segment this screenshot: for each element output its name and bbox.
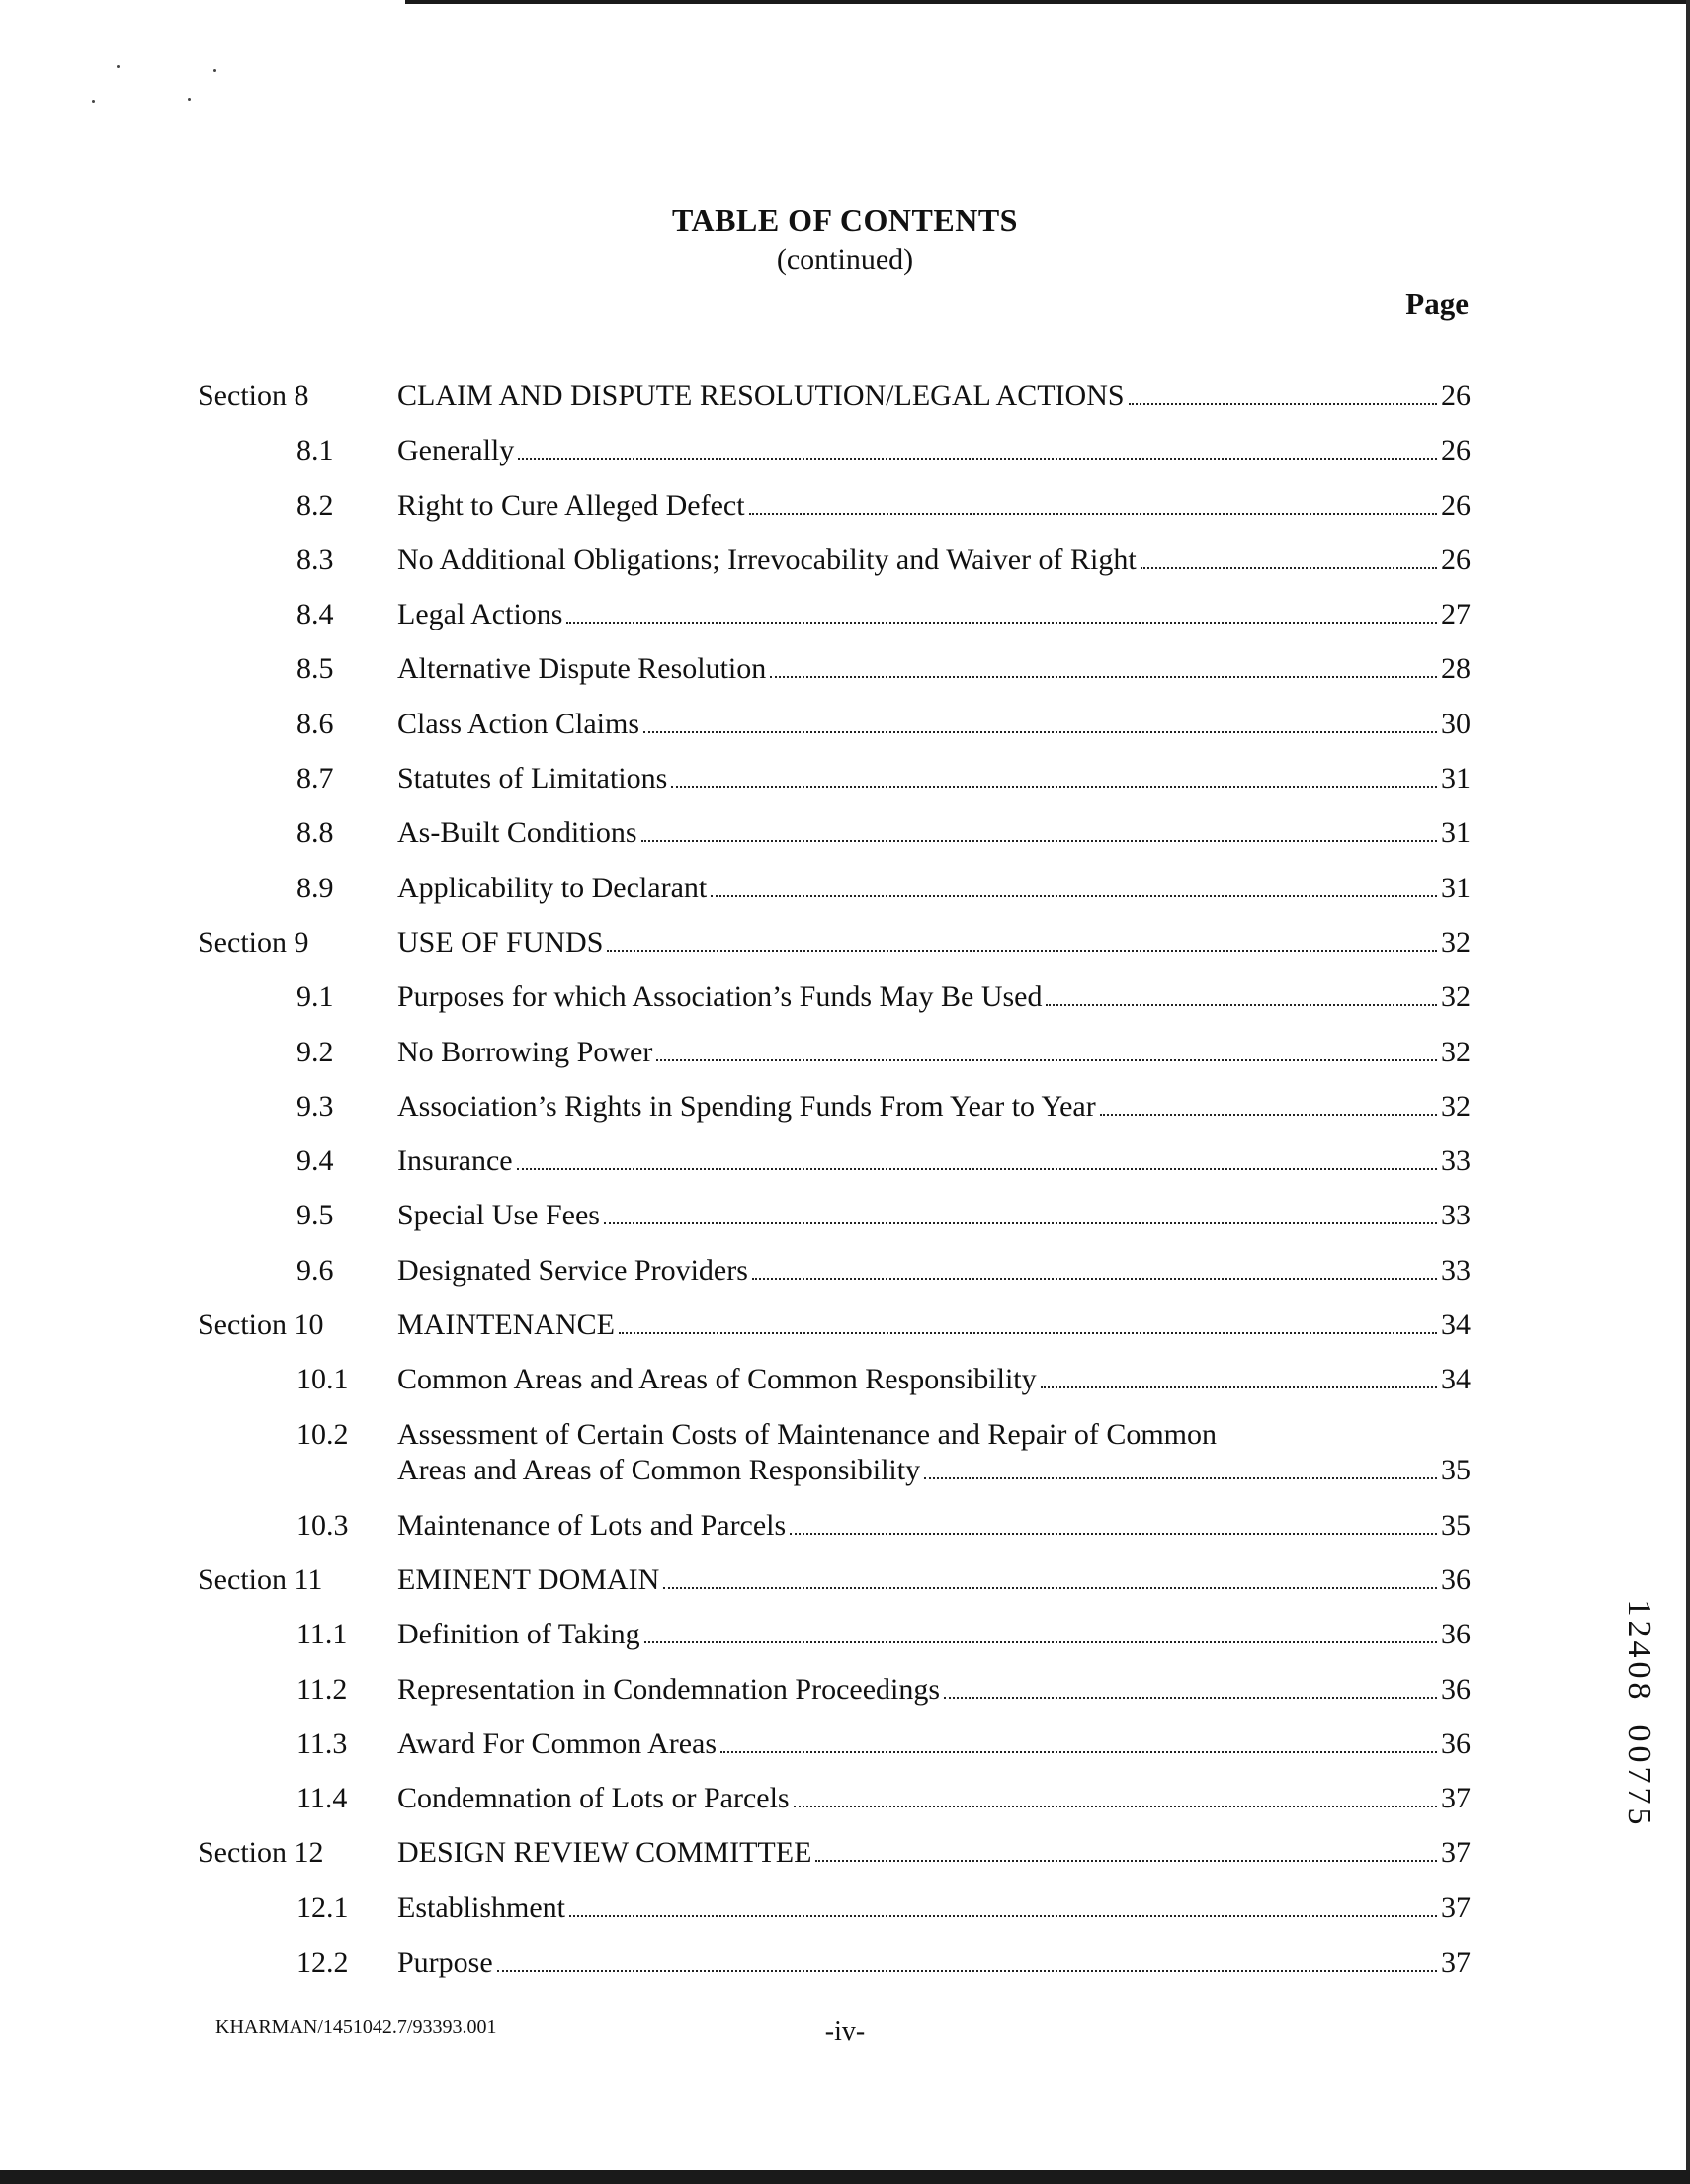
toc-entry-page: 28 [1441,652,1471,686]
margin-stamp-digit: 8 [1621,1682,1657,1700]
toc-entry [0,1945,1690,1999]
dot-leader [517,1168,1437,1170]
toc-entry-title-line: Assessment of Certain Costs of Maintenance and Repair of Common [397,1417,1218,1451]
scan-edge-top [405,0,1690,4]
toc-entry-page: 31 [1441,816,1471,850]
dot-leader [656,1059,1437,1061]
toc-entry-page: 36 [1441,1618,1471,1651]
toc-entry [0,1617,1690,1671]
toc-entry-title: Condemnation of Lots or Parcels [397,1782,790,1815]
toc-entry-page: 36 [1441,1726,1471,1760]
subsection-number: 9.2 [296,1035,334,1068]
toc-entry-title: USE OF FUNDS [397,925,604,959]
subsection-number: 8.1 [296,434,334,467]
dot-leader [1141,567,1437,569]
toc-entry [0,433,1690,487]
toc-entry [0,1143,1690,1198]
dot-leader [497,1970,1437,1972]
toc-entry-title: No Borrowing Power [397,1035,653,1068]
toc-entry-title: Award For Common Areas [397,1726,718,1760]
dot-leader [720,1751,1437,1753]
dot-leader [1100,1114,1437,1116]
toc-entry [0,1362,1690,1416]
toc-entry [0,707,1690,761]
toc-entry-page: 37 [1441,1782,1471,1815]
subsection-number: 10.1 [296,1363,349,1396]
toc-entry-page: 27 [1441,598,1471,631]
toc-entry [0,1198,1690,1252]
toc-entry-page: 30 [1441,707,1471,740]
section-number: Section 9 [198,925,309,959]
toc-entry [0,979,1690,1034]
subsection-number: 8.2 [296,488,334,522]
section-number: Section 12 [198,1836,324,1870]
toc-entry-page: 33 [1441,1253,1471,1287]
section-number: Section 10 [198,1308,324,1342]
subsection-number: 9.1 [296,980,334,1014]
toc-entry-page: 32 [1441,1089,1471,1123]
subsection-number: 8.9 [296,871,334,904]
toc-entry-page: 37 [1441,1890,1471,1924]
toc-entry [0,1508,1690,1562]
dot-leader [663,1587,1437,1589]
subsection-number: 9.5 [296,1199,334,1232]
toc-entry-page: 32 [1441,925,1471,959]
toc-entry [0,925,1690,979]
dot-leader [566,622,1437,624]
toc-entry-title: Special Use Fees [397,1199,600,1232]
subsection-number: 12.2 [296,1946,349,1979]
toc-entry-title: Generally [397,434,515,467]
toc-entry-page: 36 [1441,1672,1471,1706]
toc-entry [0,543,1690,597]
toc-entry-title: Purpose [397,1946,493,1979]
dot-leader [770,676,1437,678]
margin-stamp-digit: 1 [1621,1599,1657,1617]
scan-speck [117,65,120,68]
subsection-number: 8.5 [296,652,334,686]
toc-entry-title: Legal Actions [397,598,563,631]
dot-leader [569,1915,1437,1917]
toc-entry-page: 32 [1441,1035,1471,1068]
dot-leader [794,1806,1437,1807]
dot-leader [644,1641,1437,1643]
document-title: TABLE OF CONTENTS [672,203,1018,238]
subsection-number: 11.4 [296,1782,348,1815]
toc-entry-page: 33 [1441,1199,1471,1232]
toc-entry-title: Right to Cure Alleged Defect [397,488,745,522]
subsection-number: 12.1 [296,1890,349,1924]
toc-entry-title: Common Areas and Areas of Common Responsibility [397,1363,1037,1396]
toc-entry-page: 34 [1441,1363,1471,1396]
toc-entry-page: 31 [1441,871,1471,904]
toc-entry-title: Definition of Taking [397,1618,640,1651]
toc-entry [0,1253,1690,1307]
dot-leader [1129,403,1437,405]
dot-leader [944,1697,1437,1699]
toc-entry-page: 34 [1441,1308,1471,1342]
toc-entry-title: EMINENT DOMAIN [397,1562,660,1596]
subsection-number: 11.2 [296,1672,348,1706]
toc-entry-page: 35 [1441,1508,1471,1542]
toc-entry-title: Applicability to Declarant [397,871,708,904]
dot-leader [604,1222,1437,1224]
toc-entry-title: No Additional Obligations; Irrevocability and Waiver of Right [397,543,1137,576]
subsection-number: 11.1 [296,1618,348,1651]
toc-entry [0,761,1690,815]
toc-entry-title: Maintenance of Lots and Parcels [397,1508,787,1542]
subsection-number: 8.7 [296,762,334,796]
margin-stamp-digit: 5 [1621,1807,1657,1825]
subsection-number: 8.3 [296,543,334,576]
toc-entry [0,1835,1690,1890]
toc-entry [0,1035,1690,1089]
toc-entry-page: 37 [1441,1946,1471,1979]
dot-leader [752,1278,1437,1280]
toc-entry-title: CLAIM AND DISPUTE RESOLUTION/LEGAL ACTIONS [397,379,1125,412]
dot-leader [1041,1386,1437,1388]
subsection-number: 8.4 [296,598,334,631]
toc-entry [0,378,1690,433]
toc-entry-title: Association’s Rights in Spending Funds From Year to Year [397,1089,1096,1123]
toc-entry-page: 31 [1441,762,1471,796]
toc-entry [0,1672,1690,1726]
toc-entry-page: 26 [1441,543,1471,576]
page-column-heading: Page [1405,287,1469,321]
toc-entry-title: Alternative Dispute Resolution [397,652,767,686]
margin-stamp-digit: 4 [1621,1640,1657,1658]
dot-leader [749,513,1437,515]
toc-entry [0,1417,1690,1508]
toc-entry-title: DESIGN REVIEW COMMITTEE [397,1836,812,1870]
section-number: Section 11 [198,1562,323,1596]
scan-speck [188,98,191,101]
subsection-number: 10.3 [296,1508,349,1542]
dot-leader [1046,1004,1437,1006]
toc-entry [0,1726,1690,1781]
toc-entry [0,488,1690,543]
toc-entry-page: 26 [1441,379,1471,412]
scan-edge-bottom [0,2170,1690,2184]
subsection-number: 11.3 [296,1726,348,1760]
subsection-number: 8.8 [296,816,334,850]
subsection-number: 9.6 [296,1253,334,1287]
scan-speck [92,100,95,103]
margin-stamp-digit: 0 [1621,1661,1657,1679]
margin-stamp-digit: 2 [1621,1620,1657,1638]
toc-entry [0,1307,1690,1362]
subsection-number: 10.2 [296,1417,349,1451]
dot-leader [518,458,1437,460]
toc-entry [0,1890,1690,1945]
margin-stamp-digit: 7 [1621,1766,1657,1784]
subsection-number: 8.6 [296,707,334,740]
toc-entry-title: As-Built Conditions [397,816,637,850]
toc-entry-title: MAINTENANCE [397,1308,615,1342]
dot-leader [643,731,1437,733]
margin-stamp-digit: 0 [1621,1724,1657,1742]
toc-entry-page: 26 [1441,488,1471,522]
dot-leader [619,1332,1437,1334]
scan-speck [213,69,216,72]
toc-entry-title: Purposes for which Association’s Funds May Be Used [397,980,1043,1014]
toc-entry-title: Establishment [397,1890,565,1924]
toc-entry [0,597,1690,651]
subsection-number: 9.4 [296,1144,334,1178]
document-subtitle: (continued) [776,243,914,276]
toc-entry-page: 33 [1441,1144,1471,1178]
toc-entry-page: 26 [1441,434,1471,467]
dot-leader [607,950,1437,952]
dot-leader [711,895,1437,897]
dot-leader [641,840,1437,842]
toc-entry-title: Areas and Areas of Common Responsibility [397,1453,921,1486]
margin-stamp-digit: 0 [1621,1745,1657,1763]
toc-entry [0,1089,1690,1143]
dot-leader [924,1477,1437,1479]
toc-entry-title: Representation in Condemnation Proceedings [397,1672,941,1706]
section-number: Section 8 [198,379,309,412]
page-number: -iv- [824,2016,866,2047]
toc-entry-page: 32 [1441,980,1471,1014]
toc-entry-title: Designated Service Providers [397,1253,748,1287]
toc-entry-page: 36 [1441,1562,1471,1596]
subsection-number: 9.3 [296,1089,334,1123]
toc-entry-title: Statutes of Limitations [397,762,668,796]
toc-entry [0,651,1690,706]
dot-leader [790,1533,1437,1535]
dot-leader [671,786,1437,788]
toc-entry-title: Class Action Claims [397,707,640,740]
table-of-contents [0,378,1690,1999]
margin-stamp-digit: 7 [1621,1787,1657,1805]
toc-entry [0,1781,1690,1835]
toc-entry-title: Insurance [397,1144,513,1178]
dot-leader [815,1860,1437,1862]
toc-entry [0,815,1690,870]
toc-entry [0,871,1690,925]
toc-entry-page: 37 [1441,1836,1471,1870]
document-id: KHARMAN/1451042.7/93393.001 [215,2016,497,2038]
toc-entry [0,1562,1690,1617]
toc-entry-page: 35 [1441,1453,1471,1486]
